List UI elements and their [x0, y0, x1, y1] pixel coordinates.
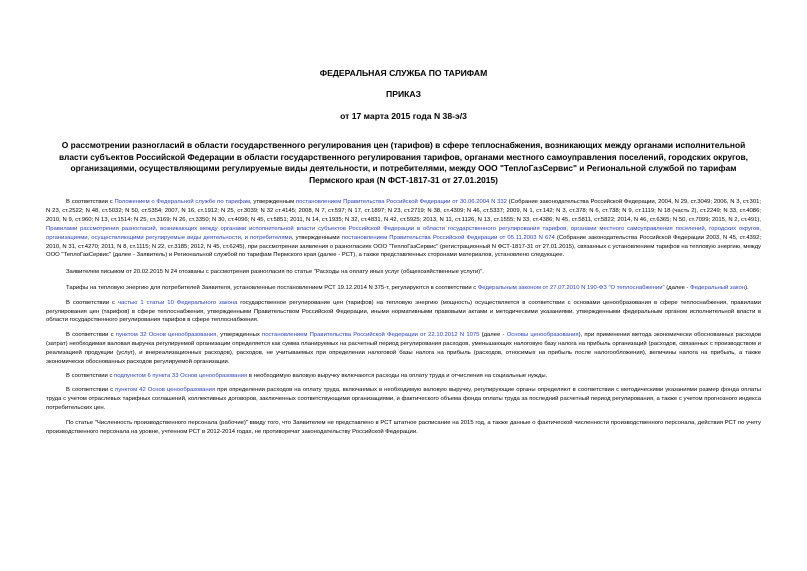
document-subject: О рассмотрении разногласий в области государственного регулирования цен (тарифов) в сфере теплоснабжения, возникающих между органами исполнительной власти субъектов Российской Федерации в области государственного регулирования тарифов, органами местного самоуправления поселений, городских округов, организациями, осуществляющими регулируемые виды деятельности, и потребителями, между ООО "ТеплоГазСервис" и Региональной службой по тарифам Пермского края (N ФСТ-1817-31 от 27.01.2015)	[58, 140, 749, 185]
legal-reference-link[interactable]: постановлением Правительства Российской Федерации от 30.06.2004 N 332	[295, 199, 507, 205]
paragraph-text: В соответствии с	[66, 199, 115, 205]
legal-reference-link[interactable]: Положением о Федеральной службе по тарифам	[114, 199, 251, 205]
paragraph-text: (Собрание законодательства Российской Федерации, 2004, N 29, ст.3049; 2006, N 3, ст.301; N 23, ст.2522; N 48, ст.5032; N 50, ст.5354; 2007, N 16, ст.1912; N 25, ст.3039; N 32 ст.4145; 2008, N 7, ст.597; N 17, ст.1897; N 23, ст.2719; N 38, ст.4309; N 46, ст.5337; 2009, N 1, ст.142; N 3, ст.378; N 6, ст.738; N 9, ст.1119; N 18 (часть 2), ст.2249; N 33, ст.4086; 2010, N 9, ст.960; N 13, ст.1514; N 25, ст.3169; N 26, ст.3350; N 30, ст.4096; N 45, ст.5851; 2011, N 14, ст.1935; N 32, ст.4831, N 42, ст.5925; 2013, N 11, ст.1126, N 13, ст.1555; N 33, ст.4386; N 45, ст.5811, ст.5822; 2014, N 46, ст.6365; N 50, ст.7099; 2015, N 2, ст.491),	[46, 199, 762, 223]
legal-reference-link[interactable]: постановлением Правительства Российской Федерации от 22.10.2012 N 1075	[262, 331, 480, 338]
paragraph-text: (далее -	[479, 331, 507, 338]
document-date-number: от 17 марта 2015 года N 38-э/3	[340, 111, 467, 121]
legal-reference-link[interactable]: частью 1 статьи 10 Федерального закона	[117, 299, 238, 306]
legal-reference-link[interactable]: Основы ценообразования	[506, 331, 579, 338]
document-body	[46, 198, 761, 436]
legal-reference-link[interactable]: Правилами рассмотрения разногласий, возникающих между органами исполнительной власти субъектов Российской Федерации в области государственного регулирования тарифов, органами местного самоуправления поселений, городских округов, организациями, осуществляющими регулируемые виды деятельности, и потребителями	[46, 225, 761, 241]
paragraph-text: государственное регулирование цен (тарифов) на тепловую энергию (мощность) осуществляется в соответствии с основами ценообразования в сфере теплоснабжения, правилами регулирования цен (тарифов) в сфере теплоснабжения, утвержденными Правительством Российской Федерации, иными нормативными правовыми актами и методическими указаниями, утвержденными федеральным органом исполнительной власти в области государственного регулирования тарифов в сфере теплоснабжения.	[46, 299, 761, 324]
paragraph-text: По статье "Численность производственного персонала (рабочие)" ввиду того, что Заявителем не представлено в РСТ штатное расписание на 2015 год, а также данные о фактической численности производственного персонала, действия РСТ по учету производственного персонала на уровне, учтенном РСТ в 2012-2014 годах, не противоречат законодательству Российской Федерации.	[46, 419, 761, 435]
legal-reference-link[interactable]: Федеральный закон	[690, 285, 746, 292]
body-paragraph	[46, 386, 761, 413]
legal-reference-link[interactable]: пунктом 42 Основ ценообразования	[115, 387, 216, 394]
paragraph-text: ), при применении метода экономически обоснованных расходов (затрат) необходимая валовая выручка регулируемой организации определяется как сумма планируемых на расчетный период регулирования расходов, уменьшающих налоговую базу налога на прибыль организаций (расходов, связанных с производством и реализацией продукции (услуг), и внереализационных расходов), расходов, не учитываемых при определении налоговой базы налога на прибыль (расходов, относимых на прибыль после налогообложения), величины налога на прибыль, а также экономически обоснованных расходов регулируемой организации.	[46, 331, 761, 365]
paragraph-text: ).	[745, 285, 749, 292]
body-paragraph	[46, 284, 761, 293]
paragraph-text: в необходимую валовую выручку включаются расходы на оплату труда и отчисления на социальные нужды.	[247, 373, 548, 379]
paragraph-text: , утвержденных	[216, 331, 263, 338]
paragraph-text: при определении расходов на оплату труда, включаемых в необходимую валовую выручку, регулирующие органы определяют в соответствии с методическими указаниями размер фонда оплаты труда с учетом отраслевых тарифных соглашений, коллективных договоров, заключенных соответствующими организациями, и фактического объема фонда оплаты труда за последний расчетный период регулирования, а также с учетом прогнозного индекса потребительских цен.	[46, 387, 761, 412]
paragraph-text: , утвержденным	[250, 199, 296, 205]
body-paragraph	[46, 331, 761, 367]
document-type: ПРИКАЗ	[386, 89, 421, 99]
paragraph-text: (Собрание законодательства Российской Федерации 2003, N 45, ст.4392; 2010, N 31, ст.4270; 2011, N 8, ст.1115; N 22, ст.3185; 2012, N 45, ст.6245), при рассмотрении заявления о разногласиях ООО "ТеплоГазСервис" (регистрационный N ФСТ-1817-31 от 27.01.2015), связанных с установлением тарифов на тепловую энергию, между ООО "ТеплоГазСервис" (далее - Заявитель) и Региональной службой по тарифам Пермского края (далее - РСТ), а также представленных сторонами материалов, установлено следующее.	[46, 234, 761, 259]
paragraph-text: (далее -	[664, 285, 691, 292]
legal-reference-link[interactable]: постановлением Правительства Российской Федерации от 05.11.2003 N 674	[341, 234, 555, 241]
paragraph-text: В соответствии с	[66, 331, 116, 338]
body-paragraph	[46, 198, 761, 260]
body-paragraph	[46, 268, 761, 277]
legal-reference-link[interactable]: подпунктом 6 пункта 33 Основ ценообразования	[114, 373, 248, 379]
body-paragraph	[46, 372, 761, 381]
paragraph-text: , утвержденными	[291, 234, 342, 241]
paragraph-text: Тарифы на тепловую энергию для потребителей Заявителя, установленные постановлением РСТ 19.12.2014 N 375-т, регулируются в соответствии с	[66, 285, 478, 292]
paragraph-text: В соответствии с	[66, 373, 115, 379]
legal-reference-link[interactable]: пунктом 32 Основ ценообразования	[115, 331, 217, 338]
paragraph-text: Заявителем письмом от 20.02.2015 N 24 отозваны с рассмотрения разногласия по статье "Расходы на оплату иных услуг (общехозяйственные услуги)".	[66, 268, 484, 275]
body-paragraph	[46, 419, 761, 437]
paragraph-text: В соответствии с	[66, 387, 116, 394]
paragraph-text: В соответствии с	[66, 299, 118, 306]
legal-reference-link[interactable]: Федеральным законом от 27.07.2010 N 190-ФЗ "О теплоснабжении"	[477, 285, 665, 292]
agency-title: ФЕДЕРАЛЬНАЯ СЛУЖБА ПО ТАРИФАМ	[319, 68, 488, 78]
body-paragraph	[46, 299, 761, 326]
